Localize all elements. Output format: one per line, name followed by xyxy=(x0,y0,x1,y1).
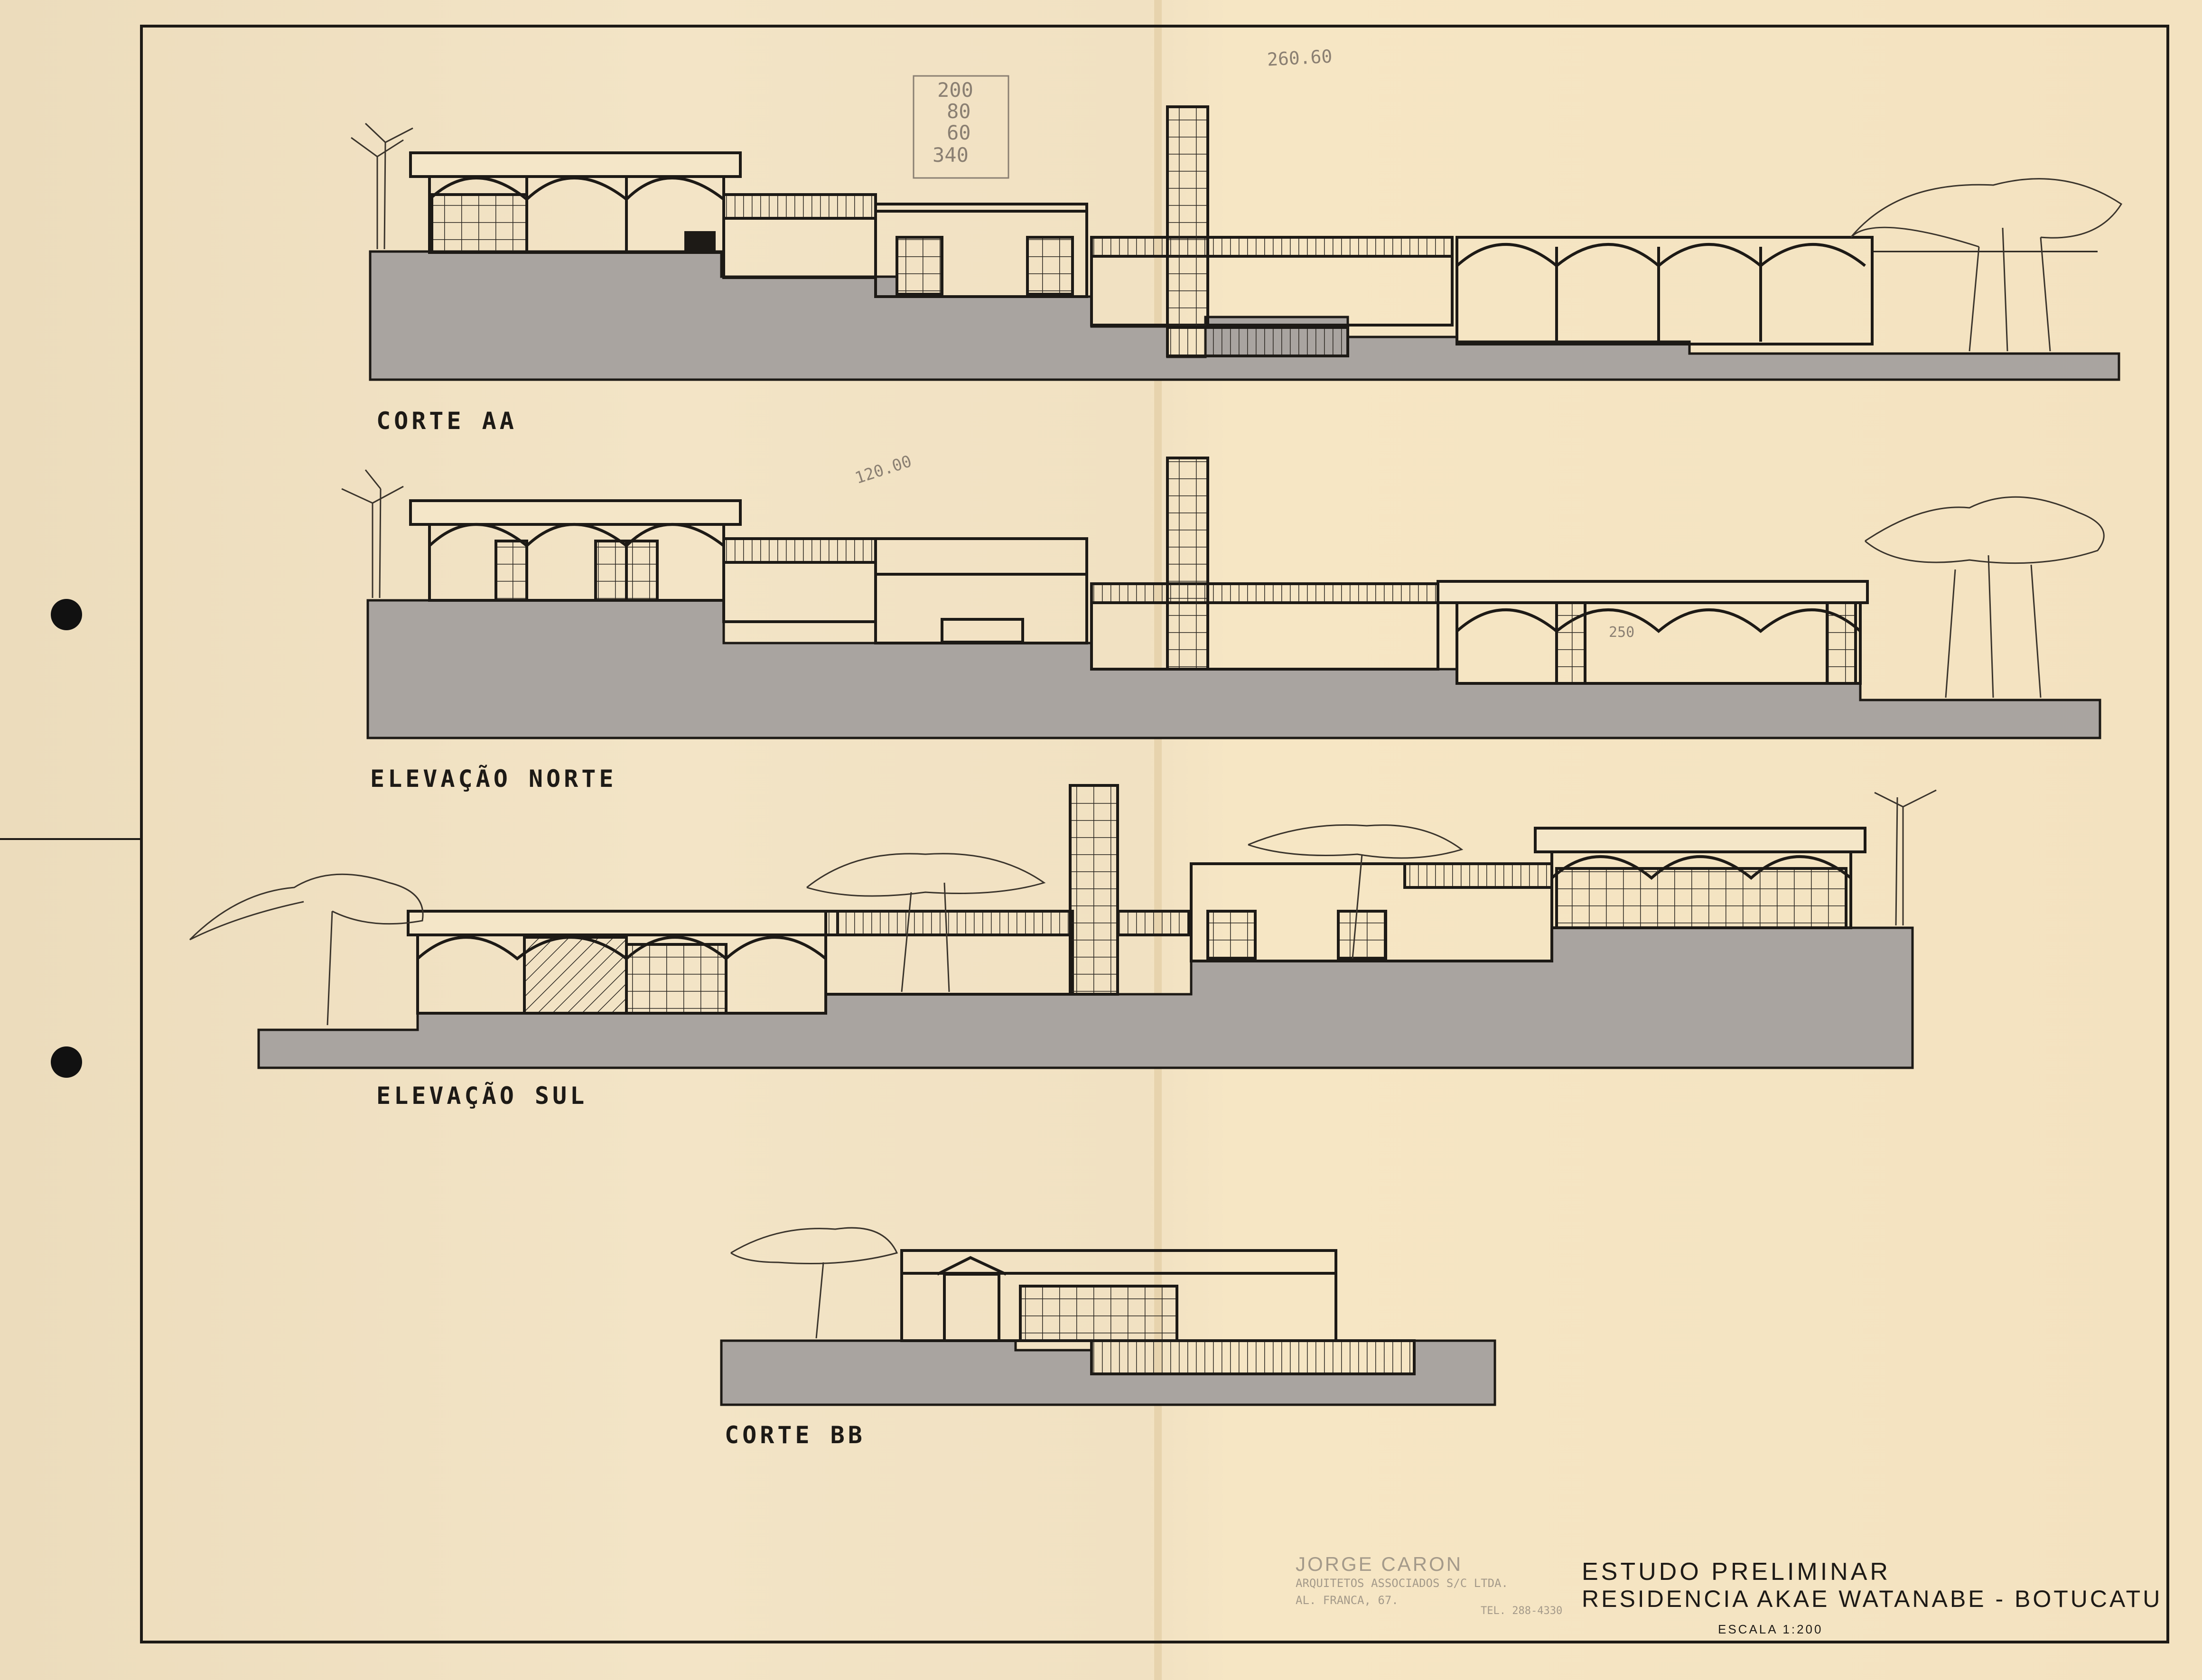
stage-title: ESTUDO PRELIMINAR xyxy=(1582,1558,1891,1586)
office-line-2: AL. FRANCA, 67. xyxy=(1296,1594,1399,1607)
project-title: RESIDENCIA AKAE WATANABE - BOTUCATU xyxy=(1582,1586,2163,1612)
corte-bb-label: CORTE BB xyxy=(725,1421,866,1449)
corte-aa-drawing xyxy=(370,107,2119,380)
scale-note: ESCALA 1:200 xyxy=(1718,1622,1823,1636)
pencil-calc-total: 340 xyxy=(933,143,969,167)
punch-hole-top xyxy=(51,599,82,630)
pencil-calc-2: 80 xyxy=(947,100,971,123)
office-line-1: ARQUITETOS ASSOCIADOS S/C LTDA. xyxy=(1296,1577,1508,1590)
architect-name: JORGE CARON xyxy=(1296,1553,1463,1575)
elevacao-norte-label: ELEVAÇÃO NORTE xyxy=(370,765,617,793)
elevacao-sul-drawing xyxy=(259,785,1913,1068)
pencil-calc-1: 200 xyxy=(937,78,973,102)
pencil-note-top: 260.60 xyxy=(1266,46,1333,70)
elevacao-norte-drawing xyxy=(368,458,2100,738)
pencil-calc-3: 60 xyxy=(947,121,971,144)
elevacao-sul-label: ELEVAÇÃO SUL xyxy=(376,1082,588,1110)
pencil-elevation-note: 250 xyxy=(1609,624,1635,641)
office-phone: TEL. 288-4330 xyxy=(1481,1605,1563,1617)
corte-aa-label: CORTE AA xyxy=(376,407,517,435)
punch-hole-bottom xyxy=(51,1046,82,1078)
pencil-level-note: 120.00 xyxy=(852,452,914,488)
corte-aa-ground xyxy=(370,252,2119,380)
tree-illustration xyxy=(731,1228,897,1338)
corte-bb-drawing xyxy=(721,1251,1495,1405)
